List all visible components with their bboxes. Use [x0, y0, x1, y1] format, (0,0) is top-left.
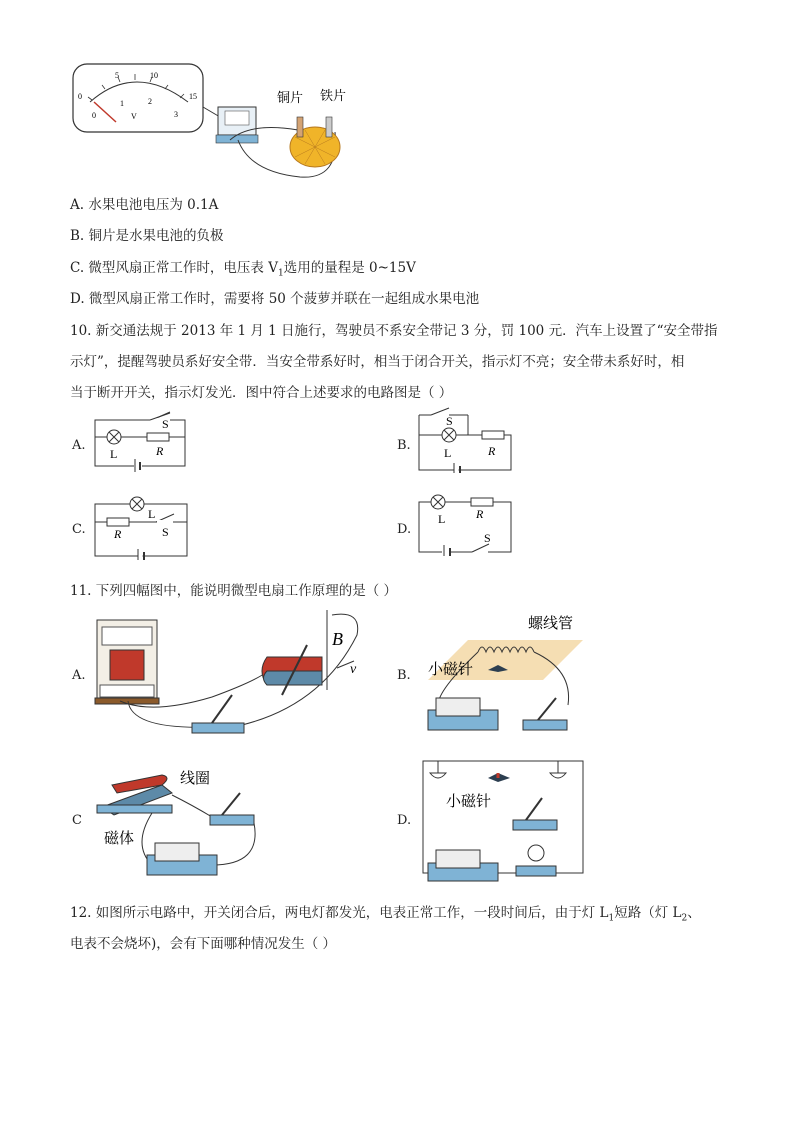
q12-l2-sub: 2 [681, 913, 688, 924]
q12-stem-2: 电表不会烧坏)，会有下面哪种情况发生（ ） [70, 936, 337, 952]
q11-figure-c [92, 765, 272, 885]
q10-c-L: L [148, 507, 156, 521]
q9-option-c-sub: 1 [277, 268, 284, 279]
q12-l1-sub: 1 [608, 913, 615, 924]
scale-top-10: 10 [150, 71, 158, 80]
q10-b-S: S [446, 414, 453, 428]
q11-a-B: B [332, 629, 343, 649]
q9-option-c [70, 256, 416, 279]
q10-b-L: L [444, 446, 452, 460]
q10-circuit-c [92, 492, 192, 560]
q10-c-R: R [114, 527, 122, 541]
q11-figure-b [418, 610, 598, 740]
q10-stem-2: 示灯”，提醒驾驶员系好安全带．当安全带系好时，相当于闭合开关，指示灯不亮；安全带未系好时，相 [70, 354, 685, 370]
q11-b-needle: 小磁针 [428, 662, 474, 678]
q12-stem-1-text: 12. 如图所示电路中，开关闭合后，两电灯都发光，电表正常工作，一段时间后，由于灯 L [70, 905, 609, 921]
q10-d-R: R [476, 507, 484, 521]
q11-d-needle: 小磁针 [446, 794, 492, 810]
q9-option-c-tail: 选用的量程是 0~15V [283, 260, 416, 276]
q10-option-c-label: C. [72, 522, 86, 537]
q11-c-magnet: 磁体 [104, 831, 135, 847]
q11-stem: 11. 下列四幅图中，能说明微型电扇工作原理的是（ ） [70, 583, 398, 599]
q10-d-L: L [438, 512, 446, 526]
scale-top-0: 0 [78, 92, 82, 101]
q11-option-d-label: D. [397, 813, 412, 828]
q10-a-R: R [156, 444, 164, 458]
copper-label: 铜片 [277, 90, 304, 105]
q10-circuit-b [416, 405, 516, 473]
q11-b-solenoid: 螺线管 [528, 616, 574, 632]
voltmeter-unit: V [131, 112, 137, 121]
q10-option-b-label: B. [397, 438, 411, 453]
q10-b-R: R [488, 444, 496, 458]
scale-bottom-3: 3 [174, 110, 178, 119]
q9-option-c-text: C. 微型风扇正常工作时，电压表 V [70, 260, 278, 276]
scale-top-5: 5 [115, 71, 119, 80]
q11-a-v: v [350, 662, 357, 677]
q9-option-b: B. 铜片是水果电池的负极 [70, 228, 224, 244]
q11-option-c-label: C [72, 813, 82, 828]
q10-d-S: S [484, 531, 491, 545]
q9-option-a: A. 水果电池电压为 0.1A [70, 197, 219, 213]
q11-option-a-label: A. [72, 668, 86, 683]
q11-c-coil: 线圈 [180, 771, 211, 787]
q11-option-b-label: B. [397, 668, 411, 683]
q10-option-a-label: A. [72, 438, 86, 453]
scale-bottom-1: 1 [120, 99, 124, 108]
q12-stem-1-mid: 短路（灯 L [614, 905, 682, 921]
scale-bottom-0: 0 [92, 111, 96, 120]
q10-stem-1: 10. 新交通法规于 2013 年 1 月 1 日施行，驾驶员不系安全带记 3 分，罚 100 元．汽车上设置了“安全带指 [70, 323, 718, 339]
q9-option-d: D. 微型风扇正常工作时，需要将 50 个菠萝并联在一起组成水果电池 [70, 291, 480, 307]
q10-c-S: S [162, 525, 169, 539]
q10-stem-3: 当于断开开关，指示灯发光．图中符合上述要求的电路图是（ ） [70, 385, 453, 401]
scale-top-15: 15 [189, 92, 197, 101]
q10-a-S: S [162, 417, 169, 431]
q12-stem-1 [70, 901, 701, 924]
voltmeter-fruit-battery-figure [70, 62, 370, 182]
q11-figure-d [418, 758, 588, 886]
q10-a-L: L [110, 447, 118, 461]
q10-option-d-label: D. [397, 522, 412, 537]
iron-label: 铁片 [320, 88, 347, 103]
q11-figure-a [92, 605, 382, 745]
q12-stem-1-end: 、 [687, 905, 701, 921]
q10-circuit-d [416, 490, 516, 556]
q10-circuit-a [92, 410, 202, 472]
scale-bottom-2: 2 [148, 97, 152, 106]
